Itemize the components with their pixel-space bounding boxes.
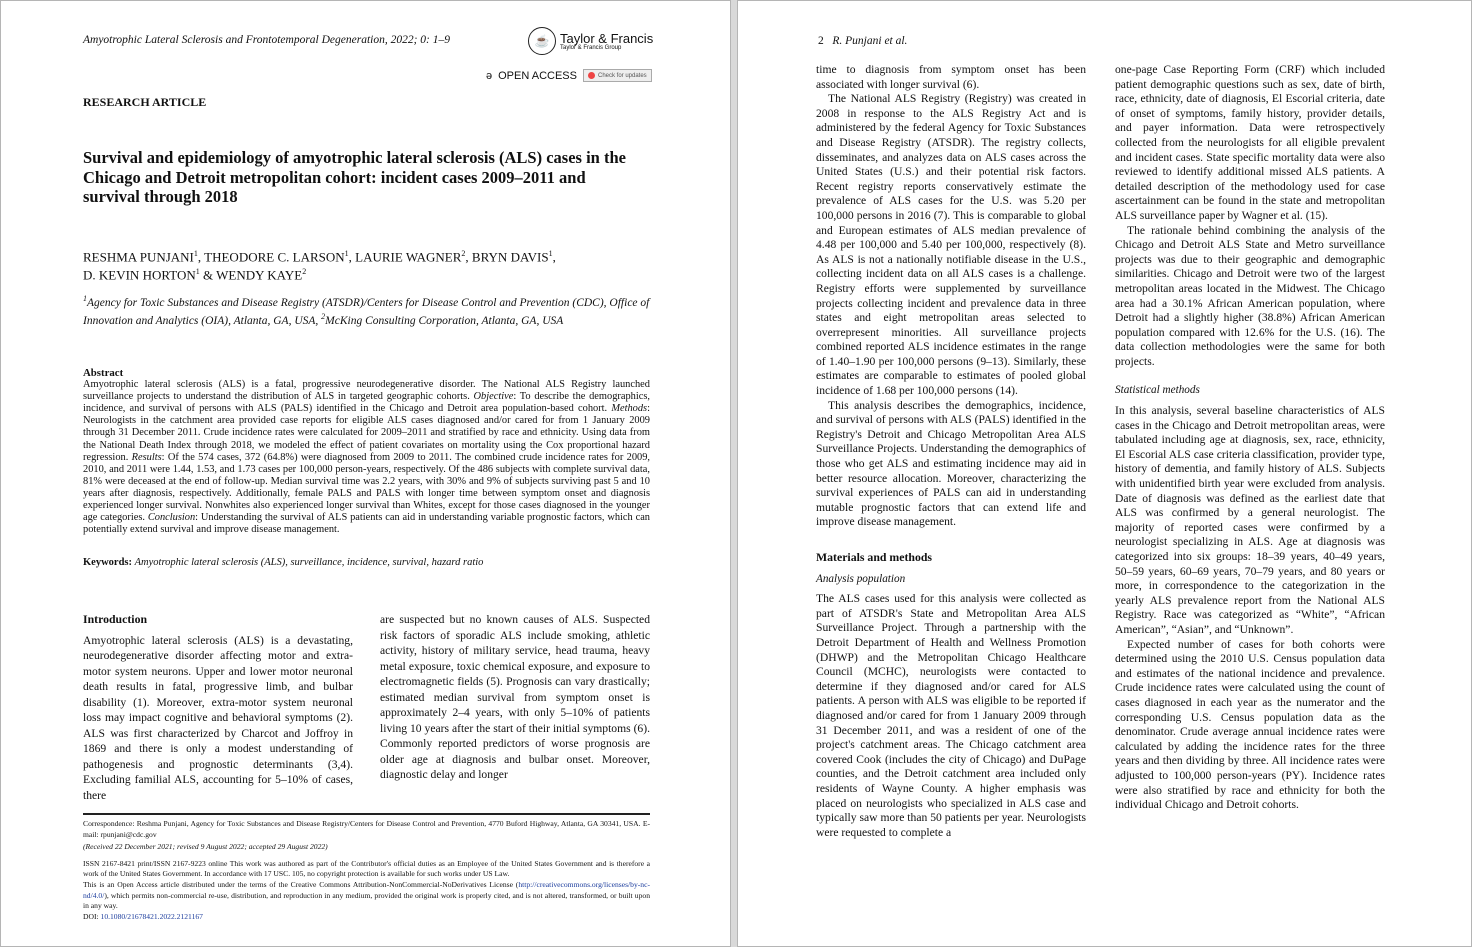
page-2 [737, 0, 1472, 947]
author-name: THEODORE C. LARSON [204, 249, 345, 265]
results-text: : Of the 574 cases, 372 (64.8%) were diagnosed from 2009 to 2011. The combined crude incidence rates for 2009, 2010, and 2011 were 1.44, 1.53, and 1.73 cases per 100,000 person-years, respectively. Of the 486 subjects with complete survival data, 81% were deceased at the end of follow-up. Median survival time was 2.2 years, with 30% and 9% of subjects surviving past 5 and 10 years after diagnosis, respectively. Additionally, female PALS and PALS with longer time between symptom onset and diagnosis experienced longer survival. Nonwhites also experienced longer survival than Whites, except for those cases diagnosed in the younger age categories. [83, 451, 650, 524]
author-affiliation-marker: 1 [344, 249, 349, 258]
issn-statement: ISSN 2167-8421 print/ISSN 2167-9223 online This work was authored as part of the Contributor's official duties as an Employee of the United States Government and is therefore a work of the United States Government. In accordance with 17 USC. 105, no copyright protection is available for such works under US Law. [83, 858, 650, 879]
publisher-group: Taylor & Francis Group [560, 44, 622, 51]
page2-column-2 [1115, 63, 1385, 813]
introduction-column-2 [380, 612, 650, 783]
section-heading: Materials and methods [816, 550, 932, 564]
paragraph: This analysis describes the demographics, incidence, and survival of persons with ALS (PALS) identified in the Registry's Detroit and Chicago Metropolitan Area ALS Surveillance Projects. Understanding the demographics of those who get ALS and estimating incidence may aid in better resource allocation. Moreover, characterizing the survival experiences of PALS can aid in understanding mutable prognostic factors that can extend life and improve disease management. [816, 398, 1086, 529]
author-affiliation-marker: 2 [302, 267, 307, 277]
received-dates: (Received 22 December 2021; revised 9 August 2022; accepted 29 August 2022) [83, 842, 328, 852]
paragraph: The National ALS Registry (Registry) was created in 2008 in response to the ALS Registry Act and is administered by the federal Agency for Toxic Substances and Disease Registry (ATSDR). The registry collects, disseminates, and analyzes data on ALS cases across the United States (U.S.) and their potential risk factors. Recent registry reports conservatively estimate the prevalence of ALS cases for the U.S. was 5.20 per 100,000 persons in 2016 (7). This is comparable to global and European estimates of ALS median prevalence of 4.48 per 100,000 and 5.40 per 100,000, respectively (8). As ALS is not a nationally notifiable disease in the U.S., collecting incident data on all ALS cases is a challenge. Registry efforts were supplemented by surveillance projects collecting incident and prevalence data in three states and eight metropolitan areas selected to overrepresent minorities. All surveillance projects combined reported ALS incidence estimates in the range of 1.40–1.90 per 100,000 persons (9–13). Similarly, these estimates are comparable to estimates of pooled global incidence of 1.68 per 100,000 persons (14). [816, 92, 1086, 398]
author-name: RESHMA PUNJANI [83, 249, 194, 265]
page2-column-1 [816, 63, 1086, 840]
license-pre: This is an Open Access article distributed under the terms of the Creative Commons Attribution-NonCommercial-NoDerivatives License ( [83, 879, 519, 889]
affiliation-1: Agency for Toxic Substances and Disease Registry (ATSDR)/Centers for Disease Control and Prevention (CDC), Office of Innovation and Analytics (OIA), Atlanta, GA, USA, [83, 296, 650, 327]
correspondence: Correspondence: Reshma Punjani, Agency for Toxic Substances and Disease Registry/Centers for Disease Control and Prevention, 4770 Buford Highway, Atlanta, GA 30341, USA. E-mail: rpunjani@cdc.gov [83, 819, 650, 839]
keywords [83, 557, 483, 568]
author-affiliation-marker: 2 [461, 249, 466, 258]
page-number: 2 [818, 35, 824, 47]
article-type: RESEARCH ARTICLE [83, 95, 207, 109]
paragraph: Expected number of cases for both cohorts were determined using the 2010 U.S. Census population data and estimates of the national incidence and prevalence. Crude incidence rates were calculated using the count of cases diagnosed in each year as the numerator and the corresponding U.S. Census population data as the denominator. Crude average annual incidence rates were calculated by adding the incidence rates for the three years and then dividing by three. All incidence rates were adjusted to 100,000 person-years (PY). Incidence rates were also stratified by race and ethnicity for both the individual Chicago and Detroit cohorts. [1115, 637, 1385, 812]
check-for-updates-button[interactable] [583, 69, 652, 82]
open-access-label: OPEN ACCESS [498, 69, 577, 82]
paragraph: In this analysis, several baseline characteristics of ALS cases in the Chicago and Detroit metropolitan areas, were tabulated including age at diagnosis, sex, race, ethnicity, El Escorial ALS case criteria classification, provider type, history of dementia, and family history of ALS. Subjects with unidentified birth year were excluded from analysis. Date of diagnosis was defined as the earliest date that ALS was confirmed by a general neurologist. The majority of reported cases were confirmed by a neurologist specializing in ALS. Age at diagnosis was categorized into six groups: 18–39 years, 40–49 years, 50–59 years, 60–69 years, 70–79 years, and 80 years or more, in correspondence to the categorization in the yearly ALS prevalence report from the National ALS Registry. Race was categorized as “White”, “African American”, “Asian”, and “Unknown”. [1115, 404, 1385, 636]
abstract-intro: Amyotrophic lateral sclerosis (ALS) is a fatal, progressive neurodegenerative disorder. The National ALS Registry launched surveillance projects to understand the distribution of ALS in targeted geographic cohorts. [83, 379, 650, 403]
running-header [818, 35, 907, 47]
license-link[interactable]: http://creativecommons.org/licenses/by-nc-nd/4.0/ [83, 879, 650, 900]
paragraph: are suspected but no known causes of ALS. Suspected risk factors of sporadic ALS include smoking, athletic activity, history of military service, head trauma, heavy metal exposure, toxic chemical exposure, and exposure to electromagnetic fields (5). Prognosis can vary drastically; estimated median survival from symptom onset is approximately 2–4 years, with only 5–10% of patients living 10 years after the start of their initial symptoms (6). Commonly reported predictors of worse prognosis are older age at diagnosis and bulbar onset. Moreover, diagnostic delay and longer [380, 613, 650, 781]
author-list: RESHMA PUNJANI$^1$, THEODORE C. LARSON$^1$, LAURIE WAGNER$^2$, BRYN DAVIS$^1$, D. KEVIN HORTON$^1$ & WENDY KAYE$^2$ [83, 249, 556, 283]
conclusion-text: : Understanding the survival of ALS patients can aid in understanding variable prognostic factors, which can potentially extend survival and improve disease management. [83, 512, 650, 536]
conclusion-label: Conclusion [147, 512, 196, 524]
abstract [83, 367, 650, 536]
affiliation-2: McKing Consulting Corporation, Atlanta, GA, USA [325, 314, 564, 327]
introduction-column-1 [83, 612, 353, 803]
author-affiliation-marker: 1 [193, 249, 198, 258]
license-statement [83, 880, 650, 912]
paragraph: Amyotrophic lateral sclerosis (ALS) is a devastating, neurodegenerative disorder affecting motor and extra-motor system neurons. Upper and lower motor neuronal death results in fatal, progressive limb, and bulbar disability (1). Moreover, extra-motor system neuronal loss may impact cognitive and behavioral symptoms (2). ALS was first characterized by Charcot and Joffroy in 1869 and there is only a modest understanding of pathogenesis and prognostic determinants (3,4). Excluding familial ALS, accounting for 5–10% of cases, there [83, 633, 353, 802]
objective-label: Objective [473, 391, 514, 403]
methods-label: Methods [611, 403, 648, 415]
affiliations [83, 292, 653, 328]
affiliation-marker: 2 [321, 311, 326, 321]
publisher-logo [528, 27, 653, 55]
abstract-heading: Abstract [83, 367, 124, 379]
methods-text: : Neurologists in the catchment area provided case reports for eligible ALS cases diagnosed and/or cared for from 1 January 2009 through 31 December 2011. Crude incidence rates were calculated for 2009–2011 and stratified by race and ethnicity. Using data from the National Death Index through 2018, we modeled the effect of patient covariates on mortality using the Cox proportional hazard regression. [83, 403, 650, 463]
author-affiliation-marker: 1 [548, 249, 553, 258]
objective-text: : To describe the demographics, incidence, and survival of persons with ALS (PALS) identified in the Chicago and Detroit area population-based cohort. [83, 391, 650, 415]
subsection-heading: Analysis population [816, 572, 906, 585]
doi-label: DOI: [83, 911, 101, 921]
results-label: Results [131, 451, 162, 463]
paragraph: time to diagnosis from symptom onset has been associated with longer survival (6). [816, 63, 1086, 91]
license-post: ), which permits non-commercial re-use, distribution, and reproduction in any medium, provided the original work is properly cited, and is not altered, transformed, or built upon in any way. [83, 890, 650, 911]
author-name: WENDY KAYE [216, 267, 303, 283]
doi [83, 912, 650, 923]
author-name: LAURIE WAGNER [355, 249, 462, 265]
article-title: Survival and epidemiology of amyotrophic lateral sclerosis (ALS) cases in the Chicago and Detroit metropolitan cohort: incident cases 2009–2011 and survival through 2018 [83, 148, 626, 206]
footnote-divider [83, 813, 650, 815]
keywords-label: Keywords: [83, 557, 132, 568]
keywords-list: Amyotrophic lateral sclerosis (ALS), surveillance, incidence, survival, hazard ratio [134, 557, 484, 568]
running-head: R. Punjani et al. [832, 35, 908, 47]
publisher-name: Taylor & Francis [560, 30, 654, 46]
doi-link[interactable]: 10.1080/21678421.2022.2121167 [100, 911, 203, 921]
introduction-heading: Introduction [83, 612, 148, 626]
author-name: BRYN DAVIS [471, 249, 549, 265]
abstract-text [83, 379, 650, 536]
paragraph: one-page Case Reporting Form (CRF) which included patient demographic questions such as sex, date of birth, race, ethnicity, date of diagnosis, El Escorial criteria, date of onset of symptoms, family history, provider details, and payer information. Data were retrospectively collected from the neurologists for all eligible prevalent and incident cases. State specific mortality data were also reviewed to identify additional missed ALS patients. A detailed description of the methodology used for case ascertainment can be found in the state and metropolitan ALS surveillance paper by Wagner et al. (15). [1115, 63, 1385, 222]
footnotes [83, 819, 650, 922]
page-1 [0, 0, 731, 947]
open-access-row [486, 69, 652, 82]
crossmark-icon [588, 72, 595, 79]
paragraph: The ALS cases used for this analysis were collected as part of ATSDR's State and Metropolitan Area ALS Surveillance Project. Through a partnership with the Detroit Department of Health and Wellness Promotion (DHWP) and the Metropolitan Chicago Healthcare Council (MCHC), neurologists were contacted to determine if they diagnosed and/or cared for ALS patients. A person with ALS was eligible to be reported if diagnosed and/or cared for from 1 January 2009 through 31 December 2011, and was a resident of one of the project's catchment areas. The Chicago catchment area covered Cook (includes the city of Chicago) and DuPage counties, and the Detroit catchment area included only residents of Wayne County. A higher emphasis was placed on neurologists who specialized in ALS case and typically saw more than 50 patients per year. Neurologists were requested to complete a [816, 592, 1086, 839]
journal-citation: Amyotrophic Lateral Sclerosis and Frontotemporal Degeneration, 2022; 0: 1–9 [83, 34, 451, 46]
lamp-logo-icon: ☕ [528, 27, 556, 55]
author-affiliation-marker: 1 [195, 267, 200, 277]
open-lock-icon: ә [486, 69, 493, 82]
author-name: D. KEVIN HORTON [83, 267, 196, 283]
subsection-heading: Statistical methods [1115, 384, 1200, 397]
affiliation-marker: 1 [83, 294, 87, 303]
check-updates-label: Check for updates [597, 72, 647, 79]
paragraph: The rationale behind combining the analysis of the Chicago and Detroit ALS State and Metro surveillance projects was due to their geographic and demographic similarities. Chicago and Detroit were two of the largest metropolitan areas located in the Midwest. The Chicago area had a 30.1% African American population, where Detroit had a slightly higher (38.8%) African American population compared with 12.6% for the U.S. (16). The data collection methodologies were the same for both projects. [1115, 223, 1385, 368]
